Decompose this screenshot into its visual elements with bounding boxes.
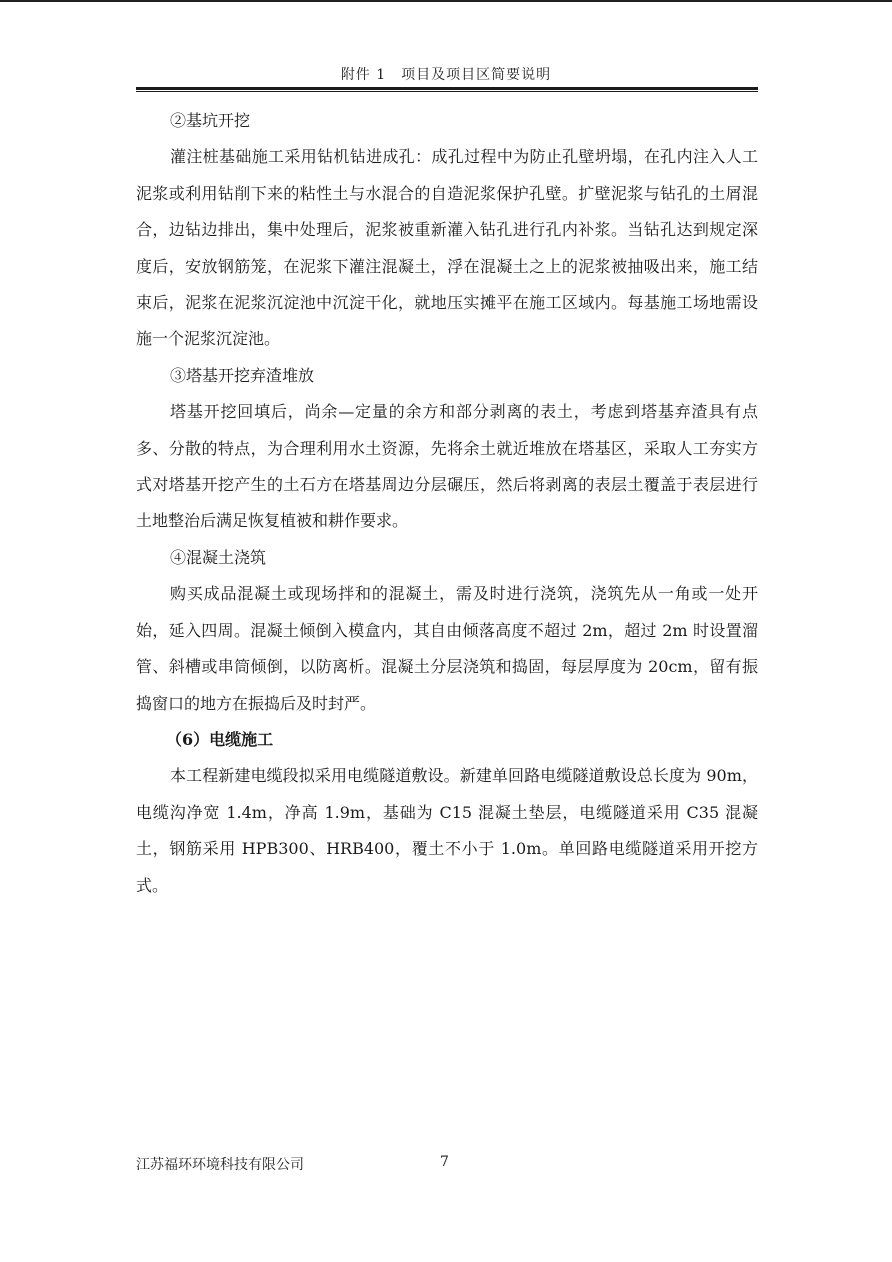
section-paragraph-foundation-pit xyxy=(136,139,758,357)
section-paragraph-cable-construction xyxy=(136,758,758,904)
section-heading-spoil-stacking: ③塔基开挖弃渣堆放 xyxy=(170,365,315,385)
section-paragraph-spoil-stacking xyxy=(136,394,758,540)
footer-page-number: 7 xyxy=(440,1154,449,1170)
paragraph-text: 购买成品混凝土或现场拌和的混凝土，需及时进行浇筑，浇筑先从一角或一处开始，延入四周。混凝土倾倒入模盒内，其自由倾落高度不超过 2m，超过 2m 时设置溜管、斜槽或串筒倾倒，以防离析。混凝土分层浇筑和捣固，每层厚度为 20cm，留有振捣窗口的地方在振捣后及时封严。 xyxy=(136,584,758,713)
document-body xyxy=(136,103,758,904)
header-rule xyxy=(136,87,758,90)
page-top-border xyxy=(0,0,892,2)
header-rule-thin xyxy=(136,91,758,92)
paragraph-text: 本工程新建电缆段拟采用电缆隧道敷设。新建单回路电缆隧道敷设总长度为 90m，电缆沟净宽 1.4m，净高 1.9m，基础为 C15 混凝土垫层，电缆隧道采用 C35 混凝土，钢筋采用 HPB300、HRB400，覆土不小于 1.0m。单回路电缆隧道采用开挖方式。 xyxy=(136,766,758,895)
footer-company-name: 江苏福环环境科技有限公司 xyxy=(136,1157,304,1173)
paragraph-text: 灌注桩基础施工采用钻机钻进成孔：成孔过程中为防止孔壁坍塌，在孔内注入人工泥浆或利用钻削下来的粘性土与水混合的自造泥浆保护孔壁。扩壁泥浆与钻孔的土屑混合，边钻边排出，集中处理后，泥浆被重新灌入钻孔进行孔内补浆。当钻孔达到规定深度后，安放钢筋笼，在泥浆下灌注混凝土，浮在混凝土之上的泥浆被抽吸出来，施工结束后，泥浆在泥浆沉淀池中沉淀干化，就地压实摊平在施工区域内。每基施工场地需设施一个泥浆沉淀池。 xyxy=(136,147,758,349)
section-heading-foundation-pit: ②基坑开挖 xyxy=(170,111,251,130)
section-heading-cable-construction: （6）电缆施工 xyxy=(166,729,274,749)
section-paragraph-concrete-pouring xyxy=(136,576,758,722)
paragraph-text: 塔基开挖回填后，尚余—定量的余方和部分剥离的表土，考虑到塔基弃渣具有点多、分散的特点，为合理利用水土资源，先将余土就近堆放在塔基区，采取人工夯实方式对塔基开挖产生的土石方在塔基周边分层碾压，然后将剥离的表层土覆盖于表层进行土地整治后满足恢复植被和耕作要求。 xyxy=(136,402,758,531)
running-header: 附件 1 项目及项目区简要说明 xyxy=(340,67,552,83)
section-heading-concrete-pouring: ④混凝土浇筑 xyxy=(170,547,267,567)
